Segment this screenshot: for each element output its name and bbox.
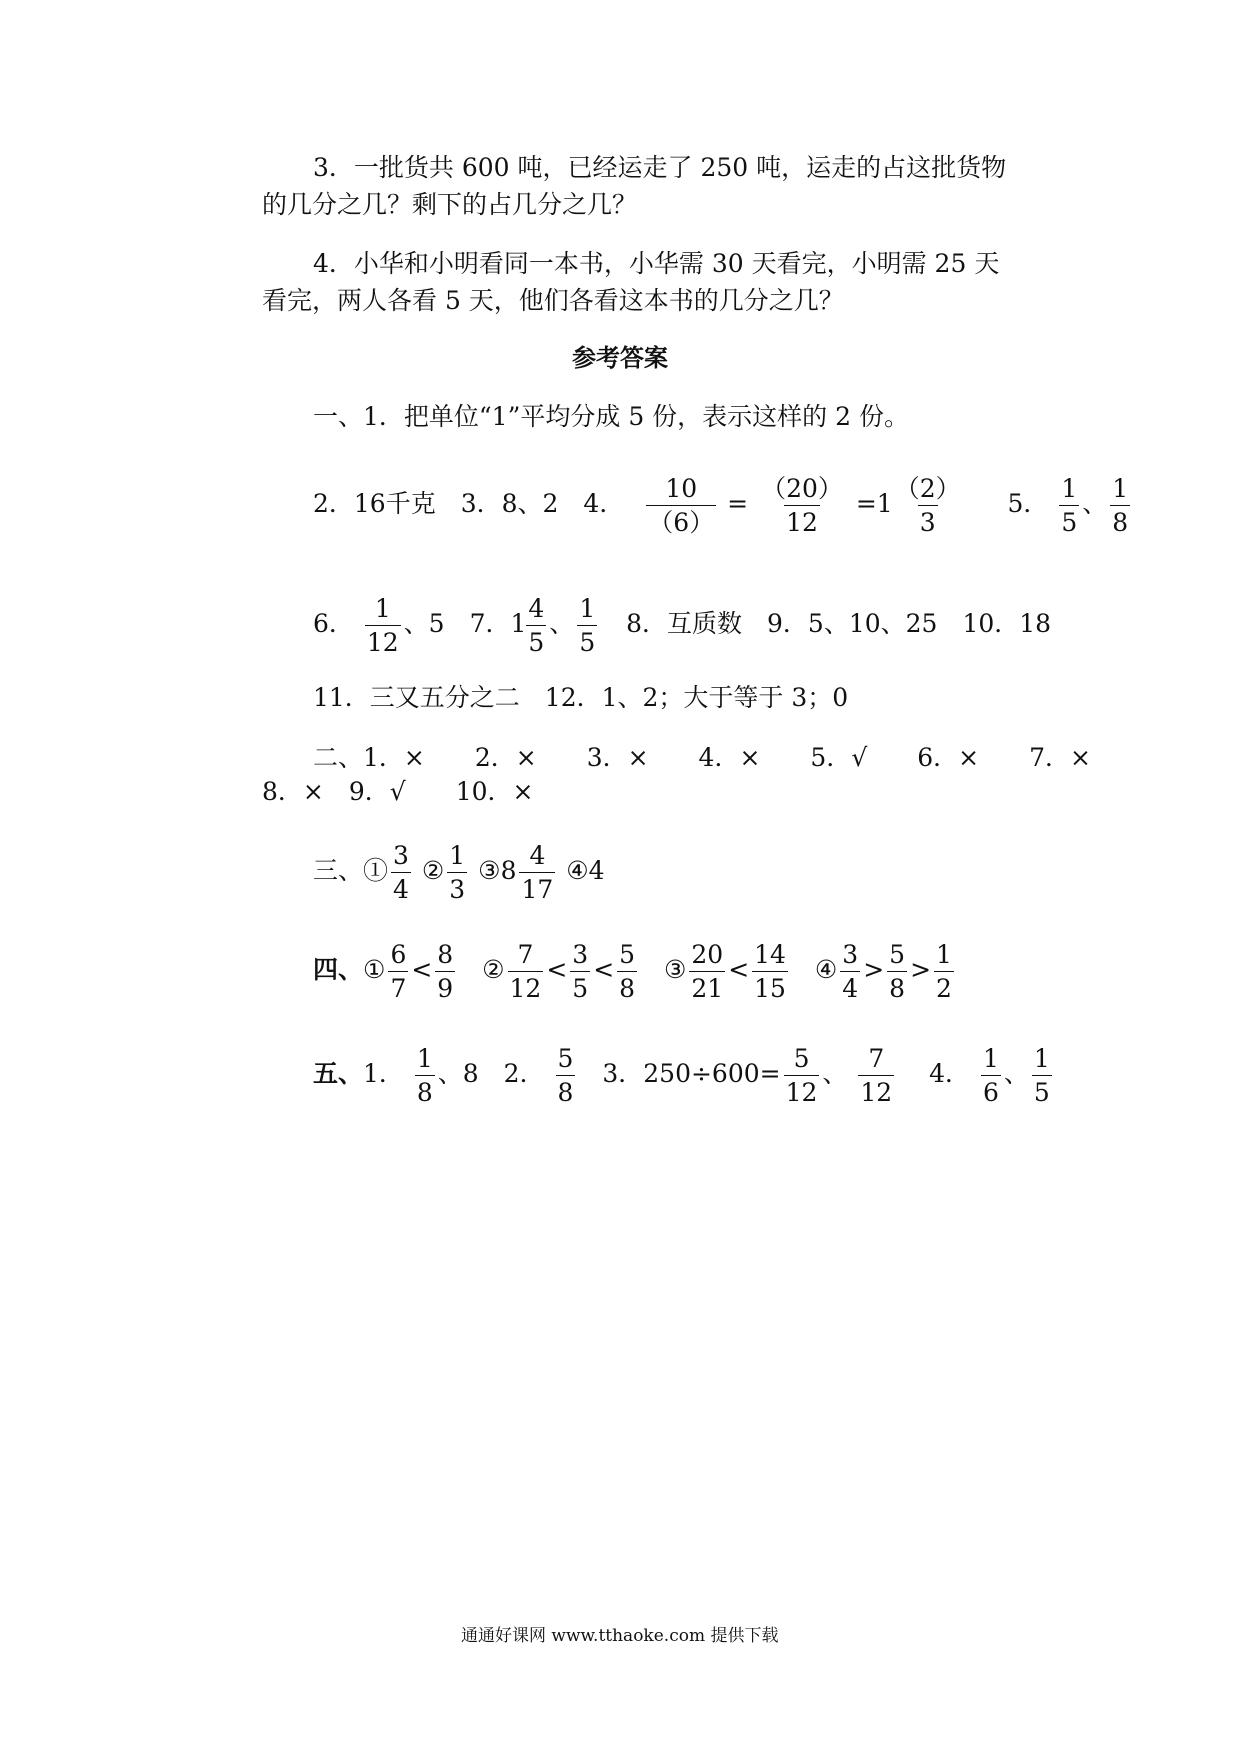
- numerator: 14: [754, 940, 786, 969]
- denominator: 8: [617, 971, 637, 1001]
- fraction: [556, 1046, 576, 1105]
- circled-2: ②: [482, 955, 505, 984]
- greater-than: >: [863, 955, 885, 984]
- section-5-label: 五、: [313, 1059, 364, 1088]
- denominator: 17: [519, 872, 555, 902]
- fraction: [391, 843, 411, 902]
- circled-1: ①: [363, 955, 386, 984]
- fraction: [519, 843, 555, 902]
- section-3-label: 三、①: [313, 856, 389, 885]
- fraction: [435, 942, 455, 1001]
- answers-title: 参考答案: [572, 343, 668, 372]
- fraction: [365, 596, 401, 655]
- fraction: [840, 942, 860, 1001]
- section-1-line-2-text: 2．16千克 3．8、2 4．: [313, 489, 625, 518]
- numerator: 5: [557, 1044, 574, 1073]
- denominator: 4: [840, 971, 860, 1001]
- question-3-line-2: 的几分之几？剩下的占几分之几？: [262, 190, 638, 219]
- denominator: 21: [689, 971, 725, 1001]
- fraction: [617, 942, 637, 1001]
- numerator: 1: [449, 841, 466, 870]
- numerator: 1: [416, 1044, 433, 1073]
- numerator: （2）: [894, 474, 961, 503]
- denominator: 5: [1059, 505, 1079, 535]
- question-4-line-2: 看完，两人各看 5 天，他们各看这本书的几分之几？: [262, 286, 844, 315]
- section-2-line-1: 二、1．× 2．× 3．× 4．× 5．√ 6．× 7．×: [313, 743, 1091, 772]
- equals-one: =1: [855, 489, 893, 518]
- section-5-text-1: 、8 2．: [437, 1059, 545, 1088]
- circled-2: ②: [421, 856, 445, 885]
- question-4-line-1: 4．小华和小明看同一本书，小华需 30 天看完，小明需 25 天: [313, 249, 1000, 278]
- section-5-text-2: 3．250÷600=: [602, 1059, 781, 1088]
- item-5-label: 5．: [1007, 489, 1049, 518]
- denominator: 6: [981, 1075, 1001, 1105]
- fraction: [689, 942, 725, 1001]
- equals-sign: =: [727, 489, 749, 518]
- numerator: 1: [982, 1044, 999, 1073]
- numerator: 20: [691, 940, 724, 969]
- circled-3: ③8: [478, 856, 517, 885]
- numerator: 10: [665, 474, 698, 503]
- numerator: 1: [579, 594, 596, 623]
- section-1-line-2: [313, 476, 1133, 535]
- denominator: 8: [1110, 505, 1130, 535]
- denominator: 7: [388, 971, 408, 1001]
- circled-3: ③: [663, 955, 687, 984]
- fraction: [415, 1046, 435, 1105]
- separator: 、: [549, 609, 575, 638]
- section-2-line-2: 8．× 9．√ 10．×: [262, 777, 534, 806]
- fraction: [526, 596, 546, 655]
- numerator: 4: [528, 594, 545, 623]
- denominator: （6）: [646, 505, 716, 535]
- circled-4: ④: [814, 955, 838, 984]
- denominator: 12: [508, 971, 544, 1001]
- numerator: 5: [793, 1044, 810, 1073]
- numerator: 4: [529, 841, 546, 870]
- fraction: [570, 942, 590, 1001]
- numerator: 3: [393, 841, 409, 870]
- denominator: 8: [556, 1075, 576, 1105]
- less-than: <: [546, 955, 568, 984]
- section-3-line: [313, 843, 605, 902]
- fraction: [981, 1046, 1001, 1105]
- denominator: 8: [415, 1075, 435, 1105]
- greater-than: >: [910, 955, 932, 984]
- denominator: 12: [784, 505, 820, 535]
- fraction: [1032, 1046, 1052, 1105]
- section-4-label: 四、: [313, 955, 364, 984]
- denominator: 9: [435, 971, 455, 1001]
- fraction: [752, 942, 788, 1001]
- denominator: 2: [934, 971, 954, 1001]
- numerator: （20）: [761, 474, 843, 503]
- denominator: 12: [858, 1075, 894, 1105]
- less-than: <: [728, 955, 750, 984]
- section-1-line-3-text: 、5 7．1: [403, 609, 527, 638]
- fraction: [858, 1046, 894, 1105]
- section-1-line-4: 11．三又五分之二 12．1、2；大于等于 3；0: [313, 683, 849, 712]
- numerator: 1: [936, 940, 952, 969]
- separator: 、: [1003, 1059, 1029, 1088]
- denominator: 3: [918, 505, 938, 535]
- separator: 、: [822, 1059, 848, 1088]
- denominator: 15: [752, 971, 788, 1001]
- fraction: [646, 476, 716, 535]
- fraction: [1059, 476, 1079, 535]
- numerator: 1: [1033, 1044, 1050, 1073]
- numerator: 3: [842, 940, 859, 969]
- fraction: [508, 942, 544, 1001]
- section-4-line: [313, 942, 957, 1001]
- separator: 、: [1082, 489, 1108, 518]
- fraction: [759, 476, 845, 535]
- denominator: 8: [887, 971, 907, 1001]
- fraction: [893, 476, 963, 535]
- section-1-line-3-text-2: 8．互质数 9．5、10、25 10．18: [626, 609, 1052, 638]
- fraction: [447, 843, 467, 902]
- numerator: 3: [572, 940, 589, 969]
- fraction: [577, 596, 597, 655]
- question-3-line-1: 3．一批货共 600 吨，已经运走了 250 吨，运走的占这批货物: [313, 153, 1007, 182]
- item-6-label: 6．: [313, 609, 354, 638]
- numerator: 5: [889, 940, 906, 969]
- page-footer: 通通好课网 www.tthaoke.com 提供下载: [461, 1626, 779, 1646]
- less-than: <: [593, 955, 615, 984]
- denominator: 12: [784, 1075, 820, 1105]
- denominator: 5: [1032, 1075, 1052, 1105]
- fraction: [1110, 476, 1130, 535]
- numerator: 8: [437, 940, 454, 969]
- fraction: [934, 942, 954, 1001]
- numerator: 6: [390, 940, 407, 969]
- numerator: 5: [619, 940, 636, 969]
- denominator: 5: [577, 625, 597, 655]
- numerator: 7: [517, 940, 534, 969]
- fraction: [887, 942, 907, 1001]
- numerator: 1: [374, 594, 391, 623]
- circled-4: ④4: [566, 856, 605, 885]
- section-1-line-1: 一、1．把单位“1”平均分成 5 份，表示这样的 2 份。: [313, 402, 909, 431]
- fraction: [784, 1046, 820, 1105]
- numerator: 1: [1112, 474, 1129, 503]
- denominator: 3: [447, 872, 467, 902]
- denominator: 12: [365, 625, 401, 655]
- denominator: 5: [526, 625, 546, 655]
- numerator: 7: [868, 1044, 885, 1073]
- item-4-label: 4．: [929, 1059, 971, 1088]
- denominator: 4: [391, 872, 411, 902]
- item-1-label: 1．: [363, 1059, 404, 1088]
- fraction: [388, 942, 408, 1001]
- numerator: 1: [1061, 474, 1078, 503]
- section-5-line: [313, 1046, 1055, 1105]
- section-1-line-3: [313, 596, 1051, 655]
- less-than: <: [411, 955, 433, 984]
- denominator: 5: [570, 971, 590, 1001]
